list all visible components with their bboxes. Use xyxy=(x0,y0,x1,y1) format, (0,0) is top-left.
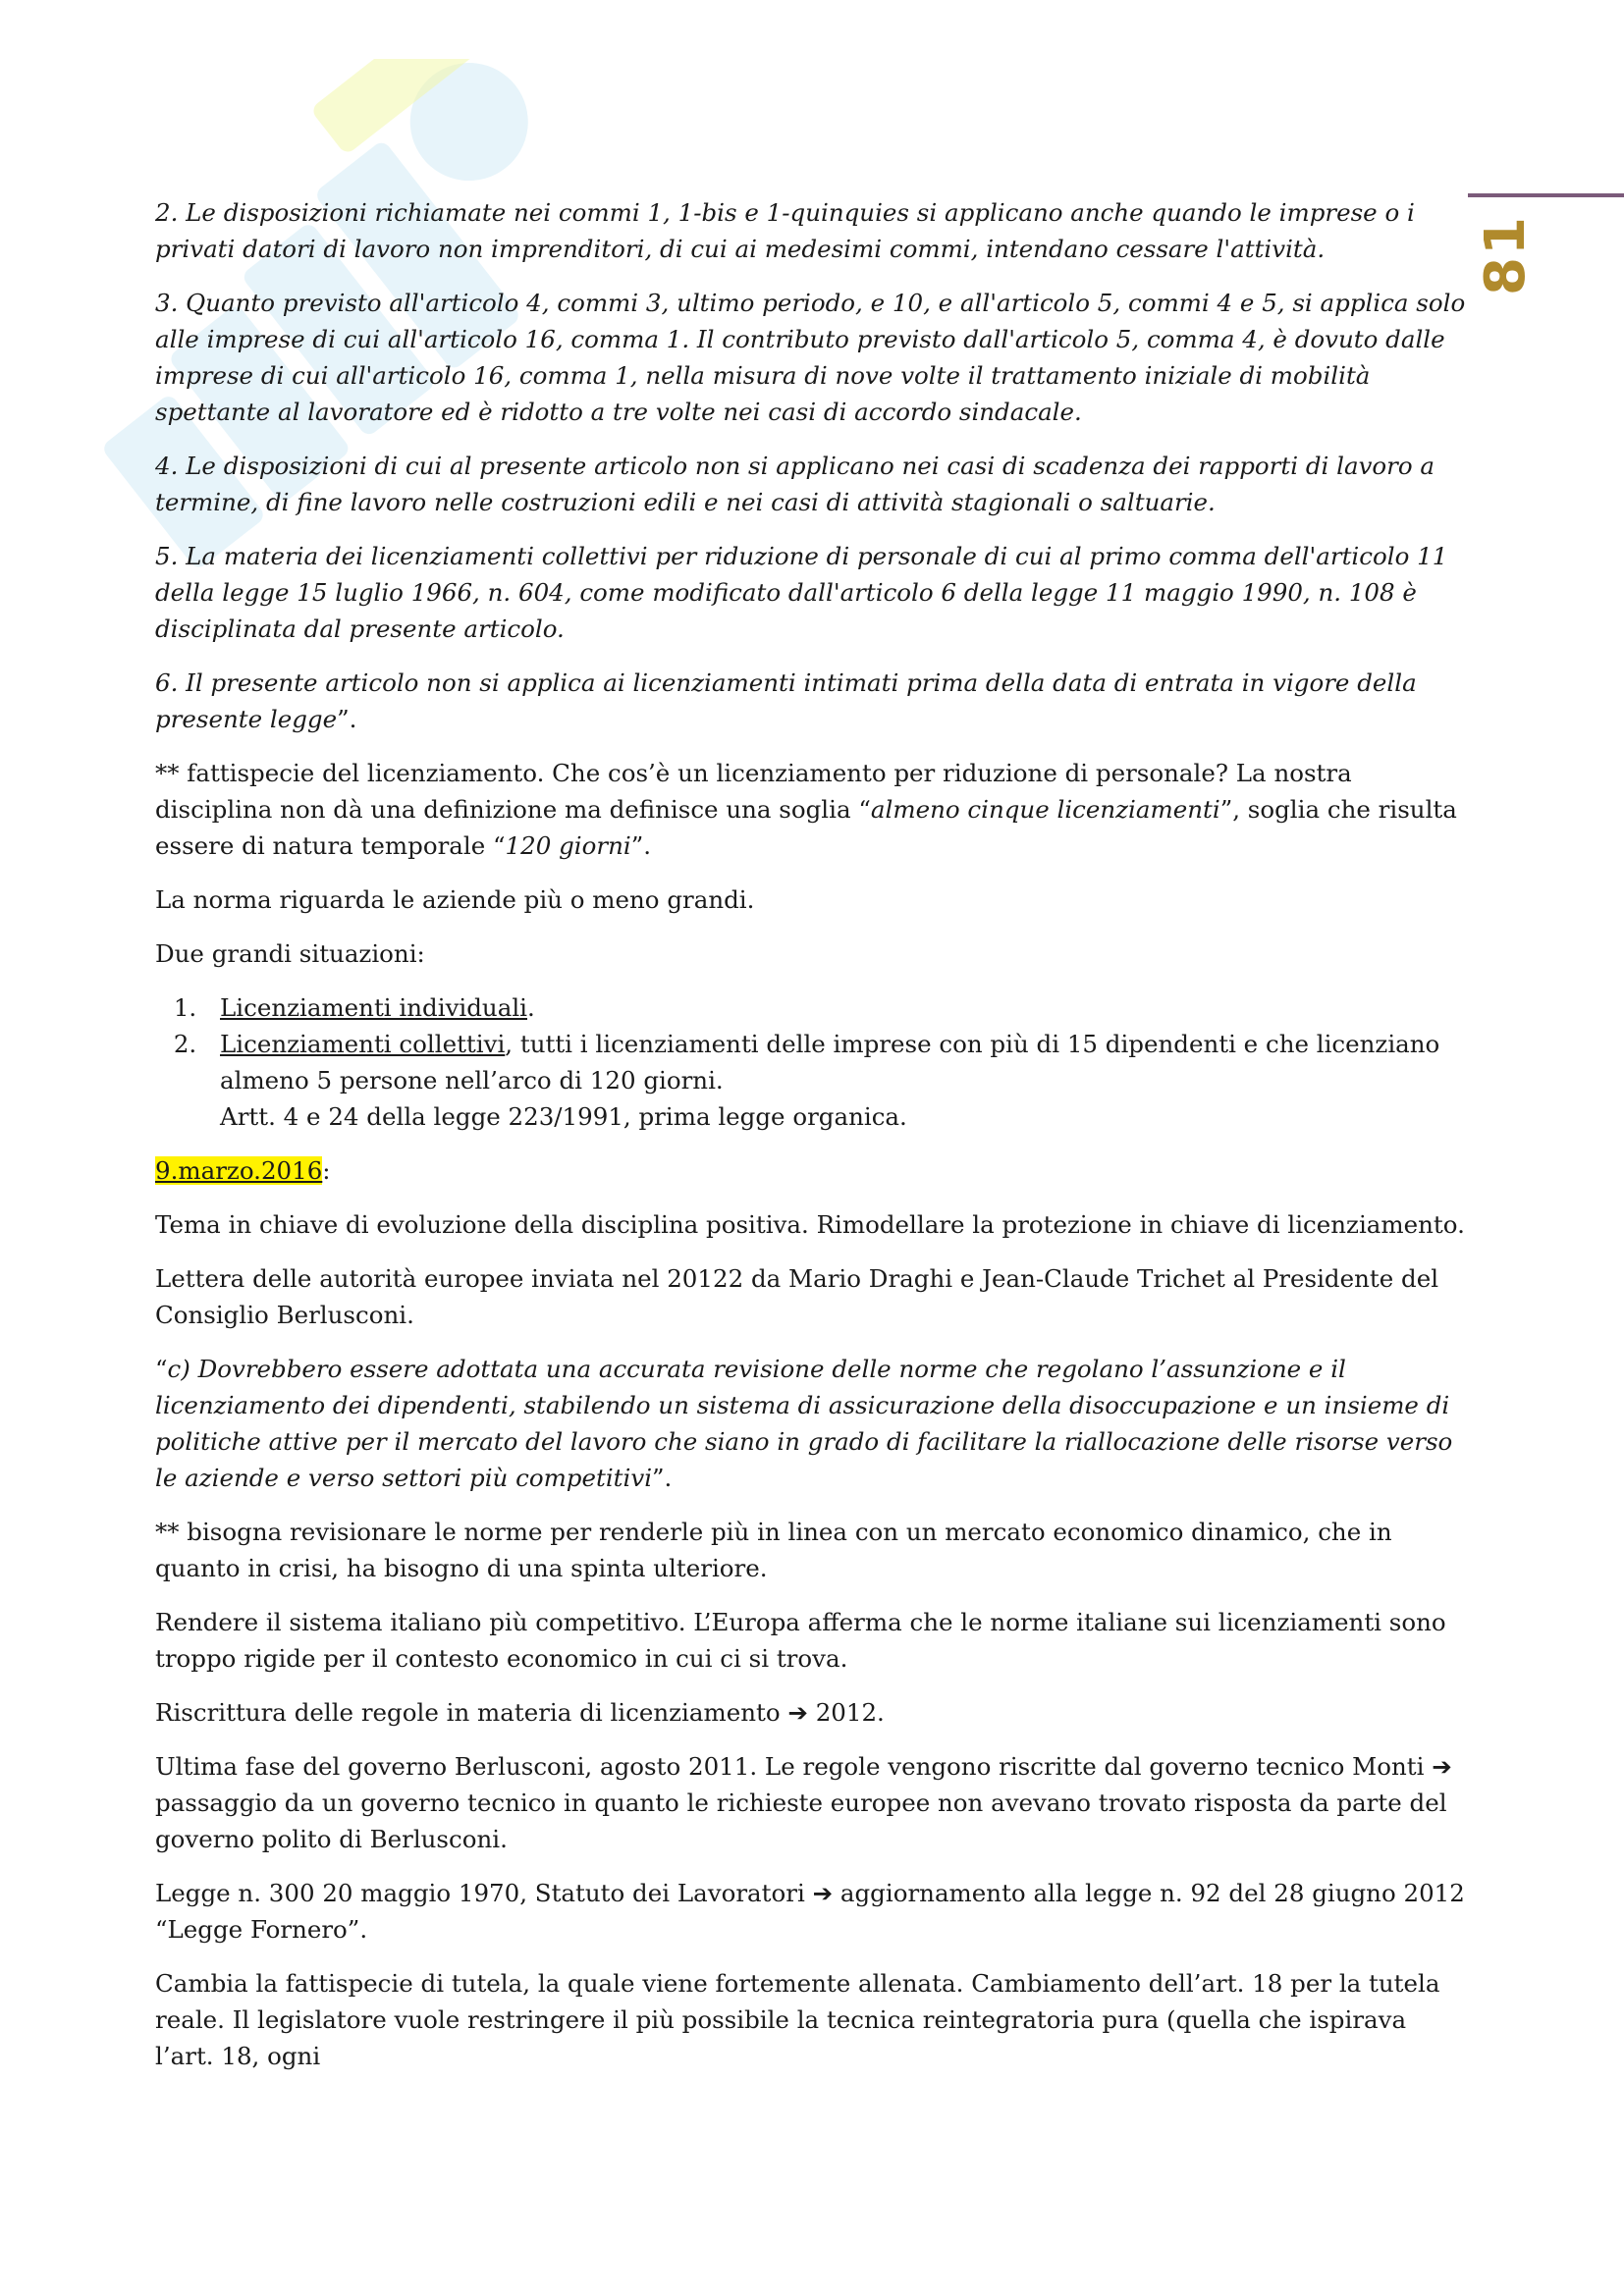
paragraph-situazioni: Due grandi situazioni: xyxy=(155,939,425,968)
list-item xyxy=(204,989,1471,1026)
note-italic: almeno cinque licenziamenti xyxy=(870,795,1220,824)
note-text: ** fattispecie del licenziamento. Che cos’è un licenziamento per riduzione di personale? La nostra disciplina non dà una definizione ma definisce una soglia “ xyxy=(155,759,1352,824)
paragraph-comma-5: 5. La materia dei licenziamenti collettivi per riduzione di personale di cui al primo comma dell'articolo 11 della legge 15 luglio 1966, n. 604, come modificato dall'articolo 6 della legge 11 maggio 1990, n. 108 è disciplinata dal presente articolo. xyxy=(155,542,1448,643)
note-italic: 120 giorni xyxy=(505,831,631,860)
comma-6-text: 6. Il presente articolo non si applica ai licenziamenti intimati prima della data di entrata in vigore della presente legge xyxy=(155,668,1417,733)
list-item xyxy=(204,1026,1471,1135)
list-item-title: Licenziamenti individuali xyxy=(220,993,527,1022)
paragraph-riscrittura xyxy=(155,1694,1471,1731)
riscrittura-year: 2012. xyxy=(807,1698,885,1727)
ultima-text-tail: passaggio da un governo tecnico in quanto le richieste europee non avevano trovato risposta da parte del governo polito di Berlusconi. xyxy=(155,1789,1447,1853)
quote-open: “ xyxy=(155,1355,168,1383)
paragraph-rendere: Rendere il sistema italiano più competitivo. L’Europa afferma che le norme italiane sui licenziamenti sono troppo rigide per il contesto economico in cui ci si trova. xyxy=(155,1608,1446,1673)
note-fattispecie xyxy=(155,755,1471,864)
paragraph-legge xyxy=(155,1875,1471,1948)
list-item-title: Licenziamenti collettivi xyxy=(220,1030,506,1058)
paragraph-tema: Tema in chiave di evoluzione della disciplina positiva. Rimodellare la protezione in chiave di licenziamento. xyxy=(155,1210,1465,1239)
document-body xyxy=(155,194,1471,2092)
paragraph-comma-4: 4. Le disposizioni di cui al presente articolo non si applicano nei casi di scadenza dei rapporti di lavoro a termine, di fine lavoro nelle costruzioni edili e nei casi di attività stagionali o saltuarie. xyxy=(155,452,1435,516)
comma-6-tail: ”. xyxy=(337,705,357,733)
list-item-tail: . xyxy=(527,993,535,1022)
arrow-right-icon: ➔ xyxy=(787,1698,808,1727)
quote-text: c) Dovrebbero essere adottata una accurata revisione delle norme che regolano l’assunzione e il licenziamento dei dipendenti, stabilendo un sistema di assicurazione della disoccupazione e un insieme di politiche attive per il mercato del lavoro che siano in grado di facilitare la riallocazione delle risorse verso le aziende e verso settori più competitivi xyxy=(155,1355,1453,1492)
date-heading xyxy=(155,1152,1471,1189)
paragraph-comma-6 xyxy=(155,665,1471,737)
legge-text: Legge n. 300 20 maggio 1970, Statuto dei Lavoratori xyxy=(155,1879,813,1907)
paragraph-comma-3: 3. Quanto previsto all'articolo 4, commi 3, ultimo periodo, e 10, e all'articolo 5, commi 4 e 5, si applica solo alle imprese di cui all'articolo 16, comma 1. Il contributo previsto dall'articolo 5, comma 4, è dovuto dalle imprese di cui all'articolo 16, comma 1, nella misura di nove volte il trattamento iniziale di mobilità spettante al lavoratore ed è ridotto a tre volte nei casi di accordo sindacale. xyxy=(155,289,1466,426)
ultima-text: Ultima fase del governo Berlusconi, agosto 2011. Le regole vengono riscritte dal governo tecnico Monti xyxy=(155,1752,1433,1781)
arrow-right-icon: ➔ xyxy=(812,1879,834,1907)
list-item-sub: Artt. 4 e 24 della legge 223/1991, prima legge organica. xyxy=(220,1102,907,1131)
quote-close: ”. xyxy=(652,1464,673,1492)
page-number-rule xyxy=(1468,193,1624,197)
situazioni-list xyxy=(155,989,1471,1135)
list-item-tail: , tutti i licenziamenti delle imprese con più di 15 dipendenti e che licenziano almeno 5 persone nell’arco di 120 giorni. xyxy=(220,1030,1440,1095)
paragraph-cambia: Cambia la fattispecie di tutela, la quale viene fortemente allenata. Cambiamento dell’art. 18 per la tutela reale. Il legislatore vuole restringere il più possibile la tecnica reintegratoria pura (quella che ispirava l’art. 18, ogni xyxy=(155,1969,1440,2070)
paragraph-norma: La norma riguarda le aziende più o meno grandi. xyxy=(155,885,755,914)
paragraph-ultima-fase xyxy=(155,1748,1471,1857)
note-text: ”. xyxy=(630,831,652,860)
paragraph-quote xyxy=(155,1351,1471,1496)
page-number: 81 xyxy=(1473,215,1538,295)
riscrittura-text: Riscrittura delle regole in materia di licenziamento xyxy=(155,1698,781,1727)
note-text: ”, soglia che risulta essere di natura temporale “ xyxy=(155,795,1457,860)
note-revisione: ** bisogna revisionare le norme per renderle più in linea con un mercato economico dinamico, che in quanto in crisi, ha bisogno di una spinta ulteriore. xyxy=(155,1518,1392,1582)
legge-text-tail: aggiornamento alla legge n. 92 del 28 giugno 2012 “Legge Fornero”. xyxy=(155,1879,1465,1944)
date-tail: : xyxy=(322,1156,331,1185)
paragraph-comma-2: 2. Le disposizioni richiamate nei commi 1, 1-bis e 1-quinquies si applicano anche quando le imprese o i privati datori di lavoro non imprenditori, di cui ai medesimi commi, intendano cessare l'attività. xyxy=(155,198,1415,263)
arrow-right-icon: ➔ xyxy=(1432,1752,1452,1781)
lecture-date: 9.marzo.2016 xyxy=(155,1156,323,1185)
paragraph-lettera: Lettera delle autorità europee inviata nel 20122 da Mario Draghi e Jean-Claude Trichet al Presidente del Consiglio Berlusconi. xyxy=(155,1264,1439,1329)
